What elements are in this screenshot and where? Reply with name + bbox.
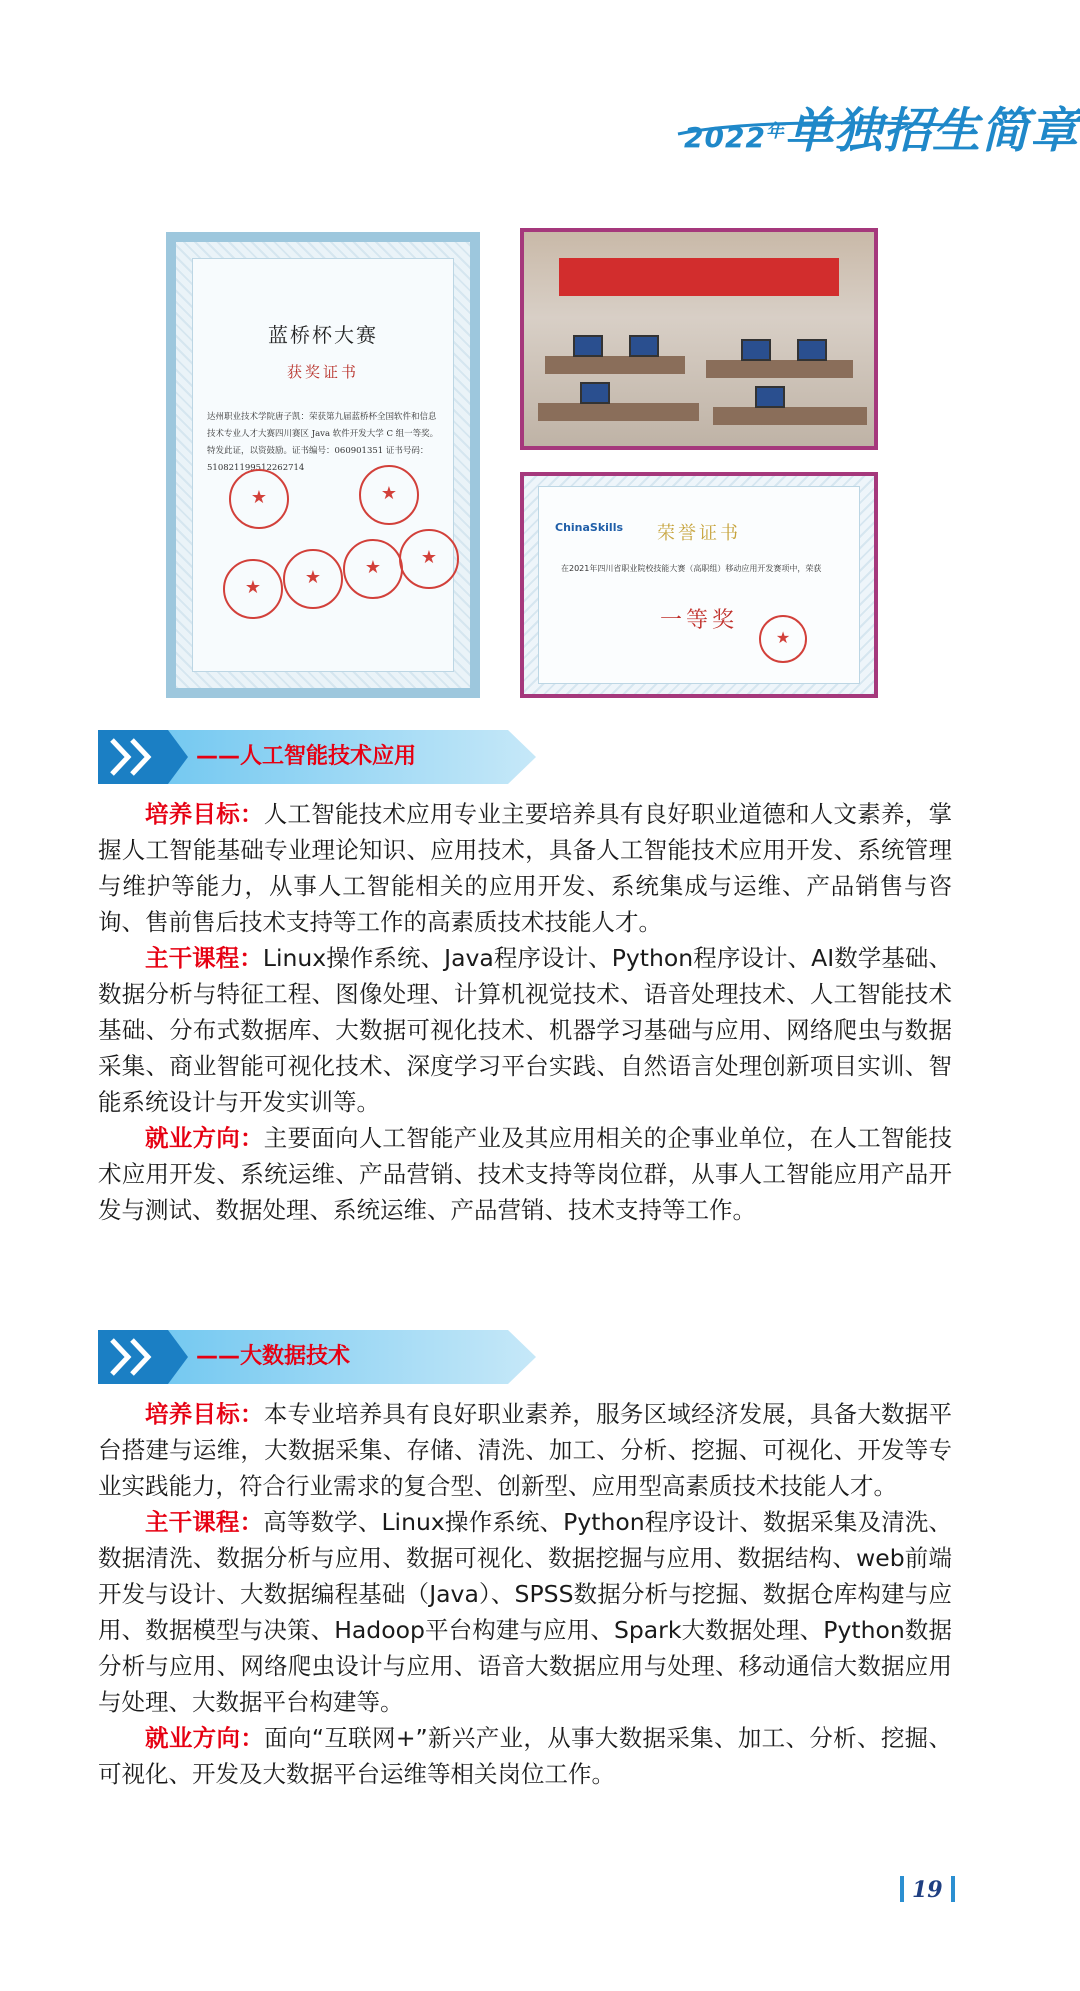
section-heading-ai-label: ——人工智能技术应用: [196, 744, 417, 769]
photo-desk: [538, 403, 699, 421]
header-year-char: 年: [765, 121, 785, 142]
paragraph-label: 培养目标：: [145, 800, 264, 828]
cert-left-body: 达州职业技术学院唐子凯：荣获第九届蓝桥杯全国软件和信息技术专业人才大赛四川赛区 Java 软件开发大学 C 组一等奖。特发此证，以资鼓励。证书编号：060901351 证书号码：510821199512262714: [207, 412, 439, 473]
section-heading-bigdata: [98, 1330, 538, 1384]
chinaskills-logo: ChinaSkills: [555, 521, 624, 534]
monitor-icon: [629, 335, 659, 357]
paragraph-label: 就业方向：: [145, 1724, 265, 1752]
seal-stamp-icon: ★: [229, 469, 289, 529]
lanqiao-certificate-image: [166, 232, 480, 698]
cert-right-body: 在2021年四川省职业院校技能大赛（高职组）移动应用开发赛项中，荣获: [561, 564, 822, 573]
monitor-icon: [755, 386, 785, 408]
paragraph-text: 高等数学、Linux操作系统、Python程序设计、数据采集及清洗、数据清洗、数据分析与应用、数据可视化、数据挖掘与应用、数据结构、web前端开发与设计、大数据编程基础（Java）、SPSS数据分析与挖掘、数据仓库构建与应用、数据模型与决策、Hadoop平台构建与应用、Spark大数据处理、Python数据分析与应用、网络爬虫设计与应用、语音大数据应用与处理、移动通信大数据应用与处理、大数据平台构建等。: [98, 1508, 953, 1716]
paragraph-text: 人工智能技术应用专业主要培养具有良好职业道德和人文素养，掌握人工智能基础专业理论知识、应用技术，具备人工智能技术应用开发、系统管理与维护等能力，从事人工智能相关的应用开发、系统集成与运维、产品销售与咨询、售前售后技术支持等工作的高素质技术技能人才。: [98, 800, 953, 936]
page-number-value: 19: [912, 1877, 943, 1903]
brochure-header-title: [684, 92, 1079, 161]
paragraph-bigdata-career: [98, 1720, 952, 1792]
paragraph-bigdata-courses: [98, 1504, 952, 1720]
seal-stamp-icon: ★: [399, 529, 459, 589]
seal-stamp-icon: ★: [343, 539, 403, 599]
seal-stamp-icon: ★: [283, 549, 343, 609]
monitor-icon: [797, 339, 827, 361]
cert-left-title: 蓝桥杯大赛: [268, 323, 378, 347]
paragraph-label: 主干课程：: [145, 1508, 264, 1536]
header-title-text: 单独招生简章: [784, 103, 1079, 159]
section-heading-bigdata-label: ——大数据技术: [196, 1344, 351, 1369]
paragraph-ai-goal: [98, 796, 952, 940]
honor-certificate-image: [520, 472, 878, 698]
photo-desk: [706, 360, 853, 378]
cert-right-title: 荣誉证书: [657, 523, 741, 544]
seal-stamp-icon: ★: [359, 465, 419, 525]
cert-right-award: 一等奖: [659, 608, 738, 633]
paragraph-label: 就业方向：: [145, 1124, 264, 1152]
monitor-icon: [580, 382, 610, 404]
seal-stamp-icon: ★: [759, 615, 807, 663]
page-number-bar-left: [900, 1876, 904, 1902]
photo-desk: [713, 407, 867, 425]
photo-red-banner: [559, 258, 839, 297]
monitor-icon: [573, 335, 603, 357]
paragraph-text: 面向“互联网+”新兴产业，从事大数据采集、加工、分析、挖掘、可视化、开发及大数据平台运维等相关岗位工作。: [98, 1724, 953, 1788]
paragraph-text: Linux操作系统、Java程序设计、Python程序设计、AI数学基础、数据分析与特征工程、图像处理、计算机视觉技术、语音处理技术、人工智能技术基础、分布式数据库、大数据可视化技术、机器学习基础与应用、网络爬虫与数据采集、商业智能可视化技术、深度学习平台实践、自然语言处理创新项目实训、智能系统设计与开发实训等。: [98, 944, 953, 1116]
section-ai-text: [98, 796, 952, 1228]
paragraph-bigdata-goal: [98, 1396, 952, 1504]
seal-stamp-icon: ★: [223, 559, 283, 619]
paragraph-ai-career: [98, 1120, 952, 1228]
paragraph-text: 本专业培养具有良好职业素养，服务区域经济发展，具备大数据平台搭建与运维，大数据采集、存储、清洗、加工、分析、挖掘、可视化、开发等专业实践能力，符合行业需求的复合型、创新型、应用型高素质技术技能人才。: [98, 1400, 953, 1500]
section-bigdata-text: [98, 1396, 952, 1792]
page-number: [892, 1876, 963, 1903]
cert-left-subtitle: 获奖证书: [286, 363, 359, 381]
paragraph-text: 主要面向人工智能产业及其应用相关的企事业单位，在人工智能技术应用开发、系统运维、产品营销、技术支持等岗位群，从事人工智能应用产品开发与测试、数据处理、系统运维、产品营销、技术支持等工作。: [98, 1124, 953, 1224]
photo-desk: [545, 356, 685, 374]
header-year: 2022: [684, 121, 766, 154]
competition-room-photo: [520, 228, 878, 450]
monitor-icon: [741, 339, 771, 361]
paragraph-label: 主干课程：: [145, 944, 263, 972]
section-heading-ai: [98, 730, 538, 784]
paragraph-ai-courses: [98, 940, 952, 1120]
paragraph-label: 培养目标：: [145, 1400, 264, 1428]
page-number-bar-right: [951, 1876, 955, 1902]
